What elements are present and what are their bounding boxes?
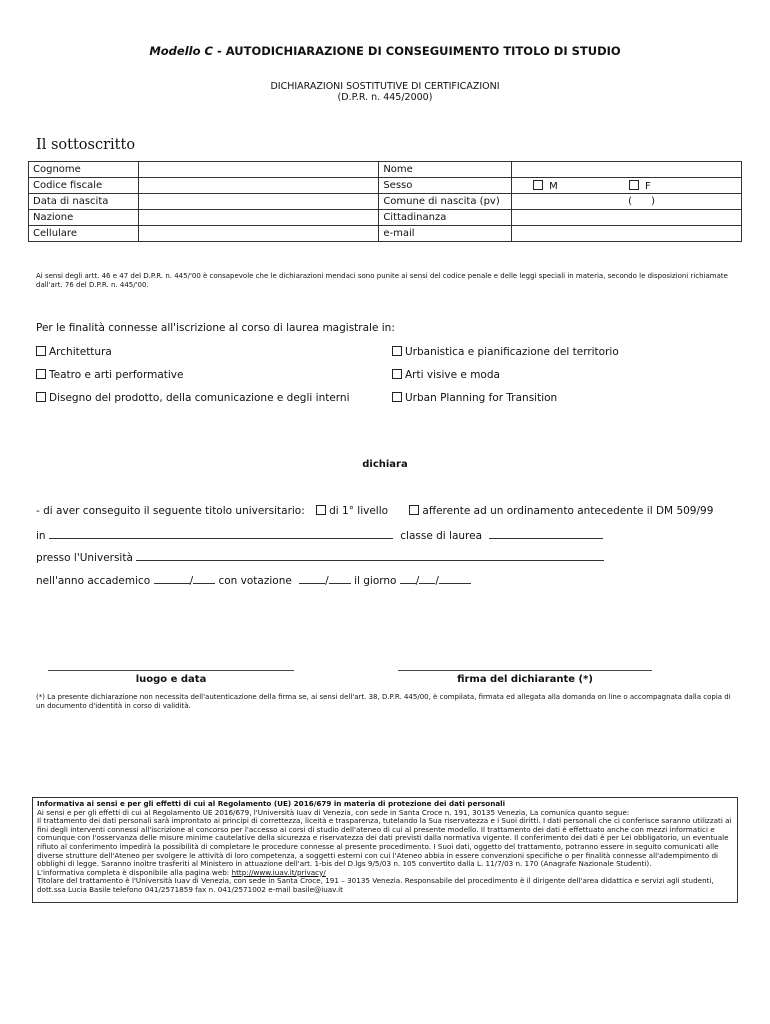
label-codice-fiscale: Codice fiscale [29,178,139,194]
course-label: Architettura [49,346,112,358]
checkbox-f[interactable] [629,180,639,190]
privacy-heading: Informativa ai sensi e per gli effetti di cui al Regolamento (UE) 2016/679 in materia di protezione dei dati personali [37,799,506,808]
anno-start-input[interactable] [154,573,190,584]
checkbox-m[interactable] [533,180,543,190]
cognome-field[interactable] [138,162,378,178]
voto-slash: / [325,575,329,587]
checkbox[interactable] [392,369,402,379]
label-cognome: Cognome [29,162,139,178]
anno-line [36,573,471,587]
label-comune-nascita: Comune di nascita (pv) [379,194,512,210]
presso-line [36,550,604,564]
table-row [29,194,742,210]
table-row [29,210,742,226]
table-row [29,162,742,178]
sesso-f-option[interactable] [629,181,651,192]
sesso-m-option[interactable] [533,181,558,192]
subtitle-2: (D.P.R. n. 445/2000) [337,92,433,103]
classe-input[interactable] [489,528,603,539]
anno-label: nell'anno accademico [36,575,151,587]
course-label: Disegno del prodotto, della comunicazione e degli interni [49,392,350,404]
label-cellulare: Cellulare [29,226,139,242]
label-nazione: Nazione [29,210,139,226]
course-option-urban-planning[interactable] [392,392,557,404]
in-label: in [36,530,46,542]
title-text: - AUTODICHIARAZIONE DI CONSEGUIMENTO TITOLO DI STUDIO [216,44,621,58]
course-option-urbanistica[interactable] [392,346,619,358]
in-line [36,528,603,542]
option-afferente[interactable] [409,505,713,517]
privacy-body: Il trattamento dei dati personali sarà improntato ai principi di correttezza, liceità e trasparenza, tutelando la Sua riservatezza e i Suoi diritti. I dati personali che ci conferisce saranno utilizzati ai fini degli interventi connessi all'iscrizione al concorso per l'accesso ai corsi di studio dell'ateneo di cui al presente modello. Il trattamento dei dati è effettuato anche con mezzi informatici e comunque con l'osservanza delle misure minime cautelative della sicurezza e riservatezza dei dati previsti dalla normativa vigente. Il conferimento dei dati è per Lei obbligatorio, un eventuale rifiuto al conferimento impedirà la possibilità di completare le procedure connesse al presente procedimento. I Suoi dati, oggetto del trattamento, potranno essere in seguito comunicati alle diverse strutture dell'Ateneo per svolgere le attività di loro competenza, a soggetti esterni con cui l'Ateneo abbia in essere convenzioni specifiche o per finalità connesse all'adempimento di obblighi di legge. Saranno inoltre trasferiti al Ministero in attuazione dell'art. 1-bis del D.lgs 9/5/03 n. 105 convertito dalla L. 11/7/03 n. 170 (Anagrafe Nazionale Studenti). [37,816,732,869]
firma-label: firma del dichiarante (*) [457,674,593,685]
giorno-label: il giorno [354,575,397,587]
codice-fiscale-field[interactable] [138,178,378,194]
option-primo-livello[interactable] [316,505,388,517]
cittadinanza-field[interactable] [512,210,742,226]
course-option-arti-visive[interactable] [392,369,500,381]
mese-slash: / [435,575,439,587]
nazione-field[interactable] [138,210,378,226]
giorno-slash: / [415,575,420,587]
course-label: Urban Planning for Transition [405,392,558,404]
title-model: Modello C [149,44,213,58]
email-field[interactable] [512,226,742,242]
titolo-line [36,505,713,517]
label-data-nascita: Data di nascita [29,194,139,210]
votazione-label: con votazione [218,575,292,587]
presso-label: presso l'Università [36,552,133,564]
course-option-architettura[interactable] [36,346,112,358]
luogo-data-label: luogo e data [135,674,207,685]
privacy-link-lead: L'informativa completa è disponibile alla pagina web: [37,867,230,877]
sesso-f-label: F [645,180,651,192]
provincia-paren: ( ) [628,196,656,207]
subtitle-1: DICHIARAZIONI SOSTITUTIVE DI CERTIFICAZIONI [270,81,500,92]
privacy-titolare: Titolare del trattamento è l'Università Iuav di Venezia, con sede in Santa Croce, 191 – 30135 Venezia. Responsabile del procedimento è il dirigente dell'area didattica e servizi agli studenti, dott.ssa Lucia Basile telefono 041/2571859 fax n. 041/2571002 e-mail basile@iuav.it [37,876,714,894]
corso-input[interactable] [49,528,393,539]
privacy-link[interactable]: http://www.iuav.it/privacy/ [231,867,326,877]
comune-nascita-field[interactable] [512,194,742,210]
privacy-notice [32,797,738,903]
classe-label: classe di laurea [400,530,483,542]
luogo-data-line[interactable] [48,670,294,671]
voto-input[interactable] [299,573,325,584]
sesso-field [512,178,742,194]
personal-data-table [28,161,742,242]
section-title: Il sottoscritto [36,137,136,153]
cellulare-field[interactable] [138,226,378,242]
course-label: Arti visive e moda [405,369,500,381]
table-row [29,178,742,194]
year-input[interactable] [439,573,471,584]
mese-input[interactable] [419,573,435,584]
finalita-text: Per le finalità connesse all'iscrizione al corso di laurea magistrale in: [36,322,395,334]
label-email: e-mail [379,226,512,242]
anno-slash: / [189,575,194,587]
document-title [0,44,770,58]
titolo-lead: - di aver conseguito il seguente titolo universitario: [36,505,305,517]
checkbox[interactable] [392,392,402,402]
data-nascita-field[interactable] [138,194,378,210]
course-label: Teatro e arti performative [49,369,184,381]
legal-disclaimer: Ai sensi degli artt. 46 e 47 del D.P.R. n. 445/'00 è consapevole che le dichiarazioni mendaci sono punite ai sensi del codice penale e delle leggi speciali in materia, secondo le disposizioni richiamate dall'art. 76 del D.P.R. n. 445/'00. [36,272,728,289]
nome-field[interactable] [512,162,742,178]
course-option-teatro[interactable] [36,369,183,381]
anno-end-input[interactable] [193,573,215,584]
checkbox[interactable] [36,346,46,356]
sesso-m-label: M [549,180,558,192]
checkbox[interactable] [316,505,326,515]
table-row [29,226,742,242]
option-label: afferente ad un ordinamento antecedente il DM 509/99 [422,505,714,517]
label-cittadinanza: Cittadinanza [379,210,512,226]
checkbox[interactable] [36,369,46,379]
course-label: Urbanistica e pianificazione del territorio [405,346,619,358]
giorno-input[interactable] [400,573,416,584]
checkbox[interactable] [409,505,419,515]
label-nome: Nome [379,162,512,178]
signature-note: (*) La presente dichiarazione non necessita dell'autenticazione della firma se, ai sensi dell'art. 38, D.P.R. 445/00, è compilata, firmata ed allegata alla domanda on line o accompagnata dalla copia di un documento d'identità in corso di validità. [36,693,731,710]
checkbox[interactable] [392,346,402,356]
firma-line[interactable] [398,670,652,671]
universita-input[interactable] [136,550,604,561]
label-sesso: Sesso [379,178,512,194]
privacy-intro: Ai sensi e per gli effetti di cui al Regolamento UE 2016/679, l'Università Iuav di Venezia, con sede in Santa Croce n. 191, 30135 Venezia, La comunica quanto segue: [37,807,630,817]
course-option-disegno[interactable] [36,392,350,404]
checkbox[interactable] [36,392,46,402]
dichiara-heading: dichiara [362,459,408,470]
option-label: di 1° livello [329,505,389,517]
voto-max-input[interactable] [329,573,351,584]
